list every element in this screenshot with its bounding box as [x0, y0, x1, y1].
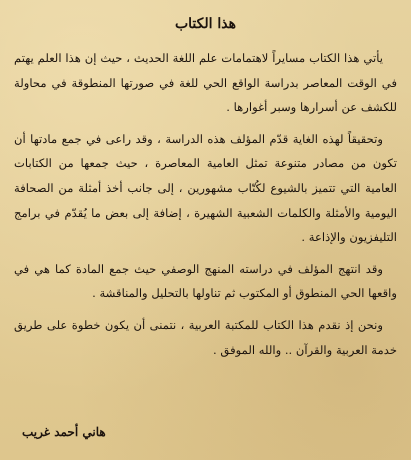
paragraph-sources: وتحقيقاً لهذه الغاية قدّم المؤلف هذه الدراسة ، وقد راعى في جمع مادتها أن تكون من مصادر متنوعة تمثل العامية المعاصرة ، حيث جمعها من الكتابات العامية التي تتميز بالشيوع لكُتّاب مشهورين ، إلى جانب أخذ أمثلة من الصحافة اليومية والأمثلة والكلمات الشعبية الشهيرة ، إضافة إلى بعض ما يُقدّم في برامج التليفزيون والإذاعة .	[14, 131, 397, 245]
paragraph-intro: يأتي هذا الكتاب مسايراً لاهتمامات علم اللغة الحديث ، حيث إن هذا العلم يهتم في الوقت المعاصر بدراسة الواقع الحي للغة في صورتها المنطوقة في محاولة للكشف عن أسرارها وسبر أغوارها .	[14, 51, 397, 115]
paragraph-method: وقد انتهج المؤلف في دراسته المنهج الوصفي حيث جمع المادة كما هي في واقعها الحي المنطوق أو المكتوب ثم تناولها بالتحليل والمناقشة .	[14, 261, 397, 301]
paragraph-closing: ونحن إذ نقدم هذا الكتاب للمكتبة العربية ، نتمنى أن يكون خطوة على طريق خدمة العربية والقرآن .. والله الموفق .	[14, 317, 397, 357]
page-title: هذا الكتاب	[174, 16, 237, 32]
author-signature: هاني أحمد غريب	[22, 425, 106, 439]
